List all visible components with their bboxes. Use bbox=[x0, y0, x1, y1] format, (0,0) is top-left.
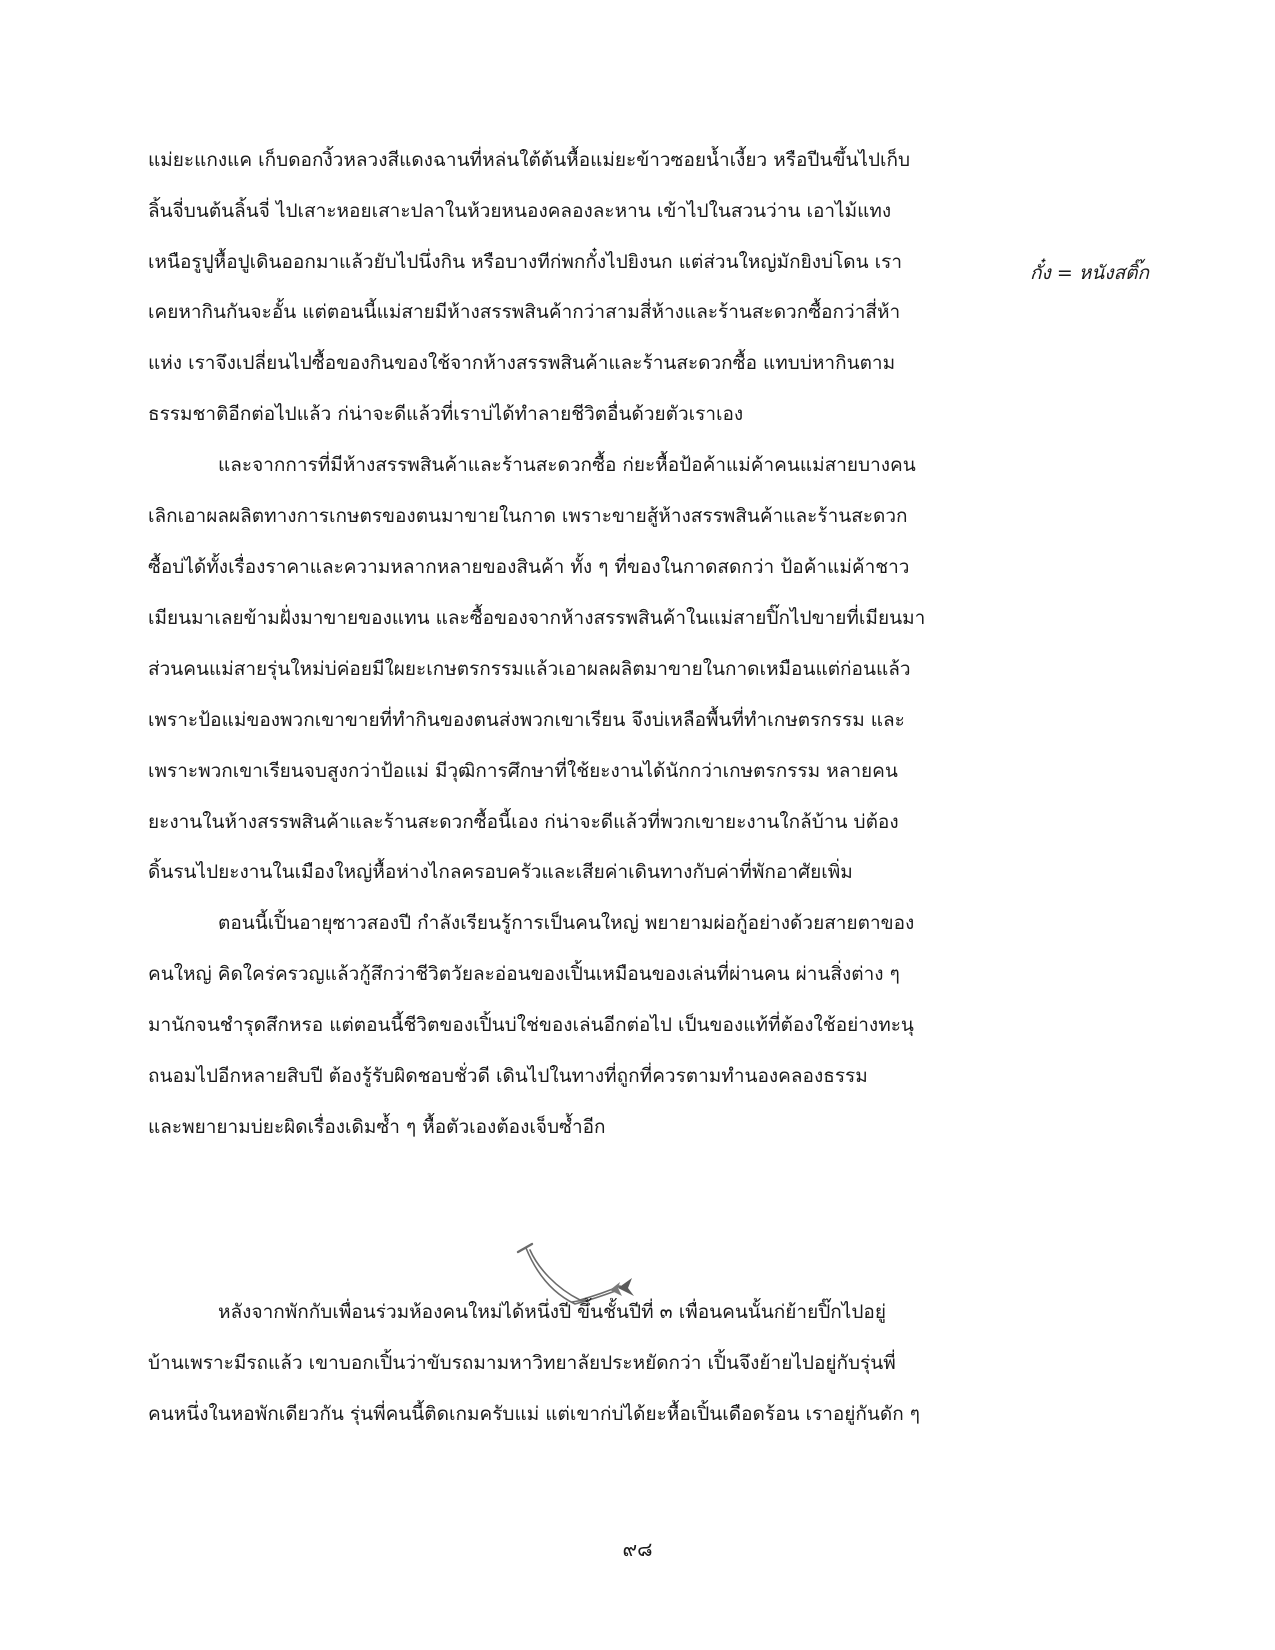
paragraph-line: คนหนึ่งในหอพักเดียวกัน รุ่นพี่คนนี้ติดเกมครับแม่ แต่เขาก่บ่ได้ยะหื้อเปิ้นเดือดร้อน เราอยู่กันดัก ๆ bbox=[148, 1403, 921, 1425]
paragraph-line: เหนือรูปูหื้อปูเดินออกมาแล้วยับไปนึ่งกิน หรือบางทีก่พกกั๋งไปยิงนก แต่ส่วนใหญ่มักยิงบ่โดน เรา bbox=[148, 251, 902, 273]
paragraph-line: มานักจนชำรุดสึกหรอ แต่ตอนนี้ชีวิตของเปิ้นบ่ใช่ของเล่นอีกต่อไป เป็นของแท้ที่ต้องใช้อย่างทะนุ bbox=[148, 1014, 914, 1036]
paragraph-line: ซื้อบ่ได้ทั้งเรื่องราคาและความหลากหลายของสินค้า ทั้ง ๆ ที่ของในกาดสดกว่า ป้อค้าแม่ค้าชาว bbox=[148, 556, 910, 578]
paragraph-line: และจากการที่มีห้างสรรพสินค้าและร้านสะดวกซื้อ ก่ยะหื้อป้อค้าแม่ค้าคนแม่สายบางคน bbox=[218, 454, 916, 476]
paragraph-line: เลิกเอาผลผลิตทางการเกษตรของตนมาขายในกาด เพราะขายสู้ห้างสรรพสินค้าและร้านสะดวก bbox=[148, 505, 908, 527]
paragraph-line: หลังจากพักกับเพื่อนร่วมห้องคนใหม่ได้หนึ่งปี ขึ้นชั้นปีที่ ๓ เพื่อนคนนั้นก่ย้ายปิ๊กไปอยู่ bbox=[218, 1301, 886, 1323]
paragraph-line: แห่ง เราจึงเปลี่ยนไปซื้อของกินของใช้จากห้างสรรพสินค้าและร้านสะดวกซื้อ แทบบ่หากินตาม bbox=[148, 352, 896, 374]
paragraph-line: เพราะป้อแม่ของพวกเขาขายที่ทำกินของตนส่งพวกเขาเรียน จึงบ่เหลือพื้นที่ทำเกษตรกรรม และ bbox=[148, 709, 905, 731]
paragraph-line: เมียนมาเลยข้ามฝั่งมาขายของแทน และซื้อของจากห้างสรรพสินค้าในแม่สายปิ๊กไปขายที่เมียนมา bbox=[148, 607, 926, 629]
paragraph-line: คนใหญ่ คิดใคร่ครวญแล้วกู้สึกว่าชีวิตวัยละอ่อนของเปิ้นเหมือนของเล่นที่ผ่านคน ผ่านสิ่งต่าง ๆ bbox=[148, 963, 900, 985]
paragraph-line: ส่วนคนแม่สายรุ่นใหม่บ่ค่อยมีใผยะเกษตรกรรมแล้วเอาผลผลิตมาขายในกาดเหมือนแต่ก่อนแล้ว bbox=[148, 658, 911, 680]
paragraph-line: ถนอมไปอีกหลายสิบปี ต้องรู้รับผิดชอบชั่วดี เดินไปในทางที่ถูกที่ควรตามทำนองคลองธรรม bbox=[148, 1065, 868, 1087]
paragraph-line: เพราะพวกเขาเรียนจบสูงกว่าป้อแม่ มีวุฒิการศึกษาที่ใช้ยะงานได้นักกว่าเกษตรกรรม หลายคน bbox=[148, 760, 898, 782]
paragraph-line: แม่ยะแกงแค เก็บดอกงิ้วหลวงสีแดงฉานที่หล่นใต้ต้นหื้อแม่ยะข้าวซอยน้ำเงี้ยว หรือปีนขึ้นไปเก็บ bbox=[148, 149, 911, 171]
paragraph-line: เคยหากินกันจะอั้น แต่ตอนนี้แม่สายมีห้างสรรพสินค้ากว่าสามสี่ห้างและร้านสะดวกซื้อกว่าสี่ห้า bbox=[148, 301, 901, 323]
paragraph-line: ลิ้นจี่บนต้นลิ้นจี่ ไปเสาะหอยเสาะปลาในห้วยหนองคลองละหาน เข้าไปในสวนว่าน เอาไม้แทง bbox=[148, 200, 892, 222]
paragraph-line: ตอนนี้เปิ้นอายุซาวสองปี กำลังเรียนรู้การเป็นคนใหญ่ พยายามผ่อกู้อย่างด้วยสายตาของ bbox=[218, 912, 915, 934]
page-number: ๙๘ bbox=[622, 1537, 653, 1561]
paragraph-line: ธรรมชาติอีกต่อไปแล้ว ก่น่าจะดีแล้วที่เราบ่ได้ทำลายชีวิตอื่นด้วยตัวเราเอง bbox=[148, 403, 744, 425]
paragraph-line: บ้านเพราะมีรถแล้ว เขาบอกเปิ้นว่าขับรถมามหาวิทยาลัยประหยัดกว่า เปิ้นจึงย้ายไปอยู่กับรุ่นพี่ bbox=[148, 1352, 896, 1374]
margin-note: กั๋ง = หนังสติ๊ก bbox=[1030, 262, 1150, 284]
paragraph-line: และพยายามบ่ยะผิดเรื่องเดิมซ้ำ ๆ หื้อตัวเองต้องเจ็บซ้ำอีก bbox=[148, 1116, 606, 1138]
paragraph-line: ยะงานในห้างสรรพสินค้าและร้านสะดวกซื้อนี้เอง ก่น่าจะดีแล้วที่พวกเขายะงานใกล้บ้าน บ่ต้อง bbox=[148, 811, 899, 833]
paragraph-line: ดิ้นรนไปยะงานในเมืองใหญ่หื้อห่างไกลครอบครัวและเสียค่าเดินทางกับค่าที่พักอาศัยเพิ่ม bbox=[148, 861, 853, 883]
